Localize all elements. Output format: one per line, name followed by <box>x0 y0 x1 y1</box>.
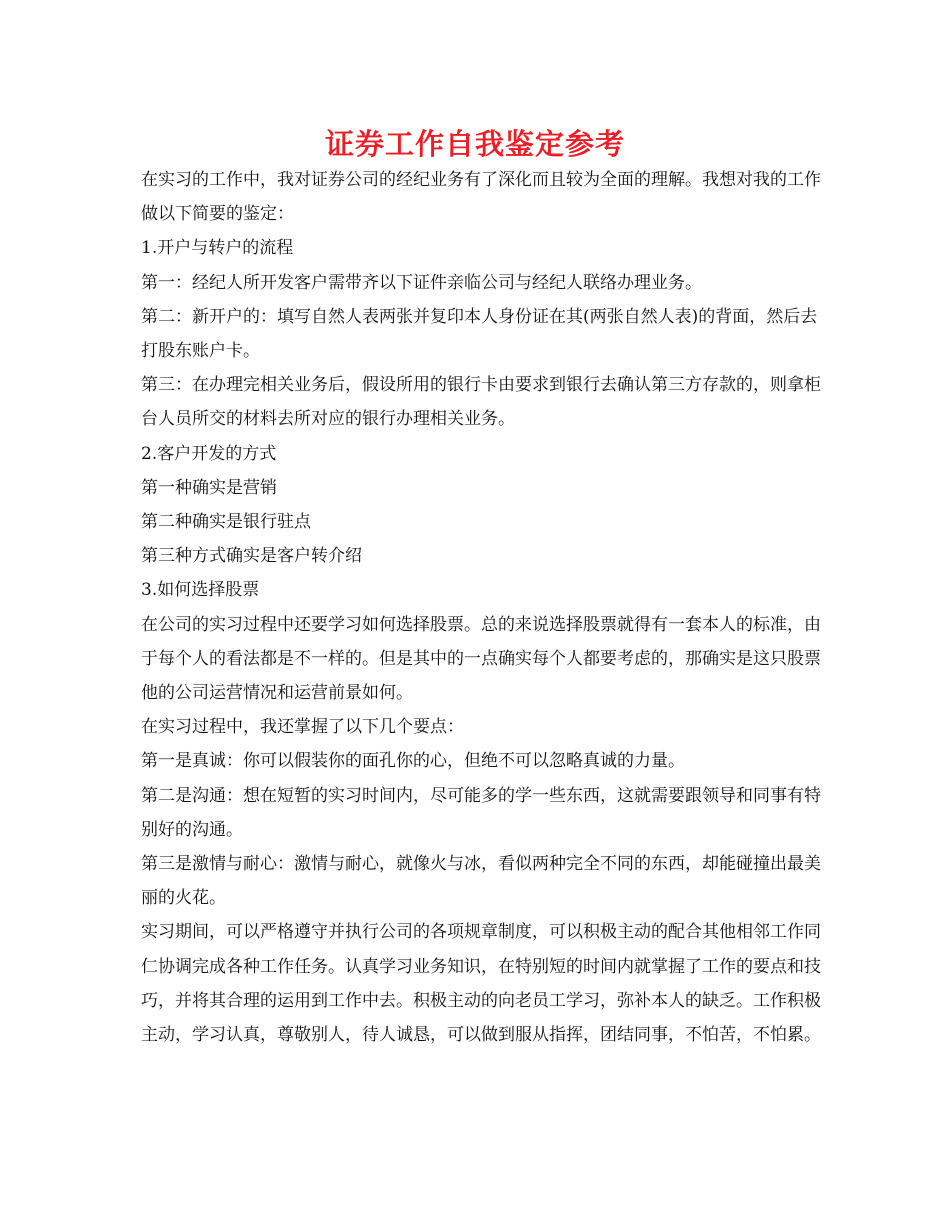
paragraph-method-two: 第二种确实是银行驻点 <box>141 512 311 533</box>
paragraph-method-three: 第三种方式确实是客户转介绍 <box>141 546 362 567</box>
heading-account-process: 1.开户与转户的流程 <box>141 238 294 259</box>
heading-stock-selection: 3.如何选择股票 <box>141 580 260 601</box>
heading-client-development: 2.客户开发的方式 <box>141 443 277 464</box>
paragraph-method-one: 第一种确实是营销 <box>141 477 277 498</box>
paragraph-point-passion: 第三是激情与耐心：激情与耐心，就像火与冰，看似两种完全不同的东西，却能碰撞出最美丽的火花。 <box>141 854 821 909</box>
paragraph-step-one: 第一：经纪人所开发客户需带齐以下证件亲临公司与经纪人联络办理业务。 <box>141 272 702 293</box>
paragraph-step-two: 第二：新开户的：填写自然人表两张并复印本人身份证在其(两张自然人表)的背面，然后去打股东账户卡。 <box>141 306 818 362</box>
paragraph-stock-selection: 在公司的实习过程中还要学习如何选择股票。总的来说选择股票就得有一套本人的标准，由于每个人的看法都是不一样的。但是其中的一点确实每个人都要考虑的，那确实是这只股票他的公司运营情况和运营前景如何。 <box>141 614 821 704</box>
document-title: 证券工作自我鉴定参考 <box>324 127 625 161</box>
paragraph-point-sincerity: 第一是真诚：你可以假装你的面孔你的心，但绝不可以忽略真诚的力量。 <box>141 751 685 772</box>
paragraph-point-communication: 第二是沟通：想在短暂的实习时间内，尽可能多的学一些东西，这就需要跟领导和同事有特别好的沟通。 <box>141 785 821 840</box>
paragraph-summary: 实习期间，可以严格遵守并执行公司的各项规章制度，可以积极主动的配合其他相邻工作同仁协调完成各种工作任务。认真学习业务知识，在特别短的时间内就掌握了工作的要点和技巧，并将其合理的运用到工作中去。积极主动的向老员工学习，弥补本人的缺乏。工作积极主动，学习认真，尊敬别人，待人诚恳，可以做到服从指挥，团结同事，不怕苦，不怕累。 <box>141 922 821 1046</box>
document-body <box>141 163 831 1052</box>
paragraph-intro: 在实习的工作中，我对证券公司的经纪业务有了深化而且较为全面的理解。我想对我的工作做以下简要的鉴定： <box>141 170 821 225</box>
paragraph-step-three: 第三：在办理完相关业务后，假设所用的银行卡由要求到银行去确认第三方存款的，则拿柜台人员所交的材料去所对应的银行办理相关业务。 <box>141 375 821 430</box>
paragraph-key-points-intro: 在实习过程中，我还掌握了以下几个要点： <box>141 717 464 738</box>
